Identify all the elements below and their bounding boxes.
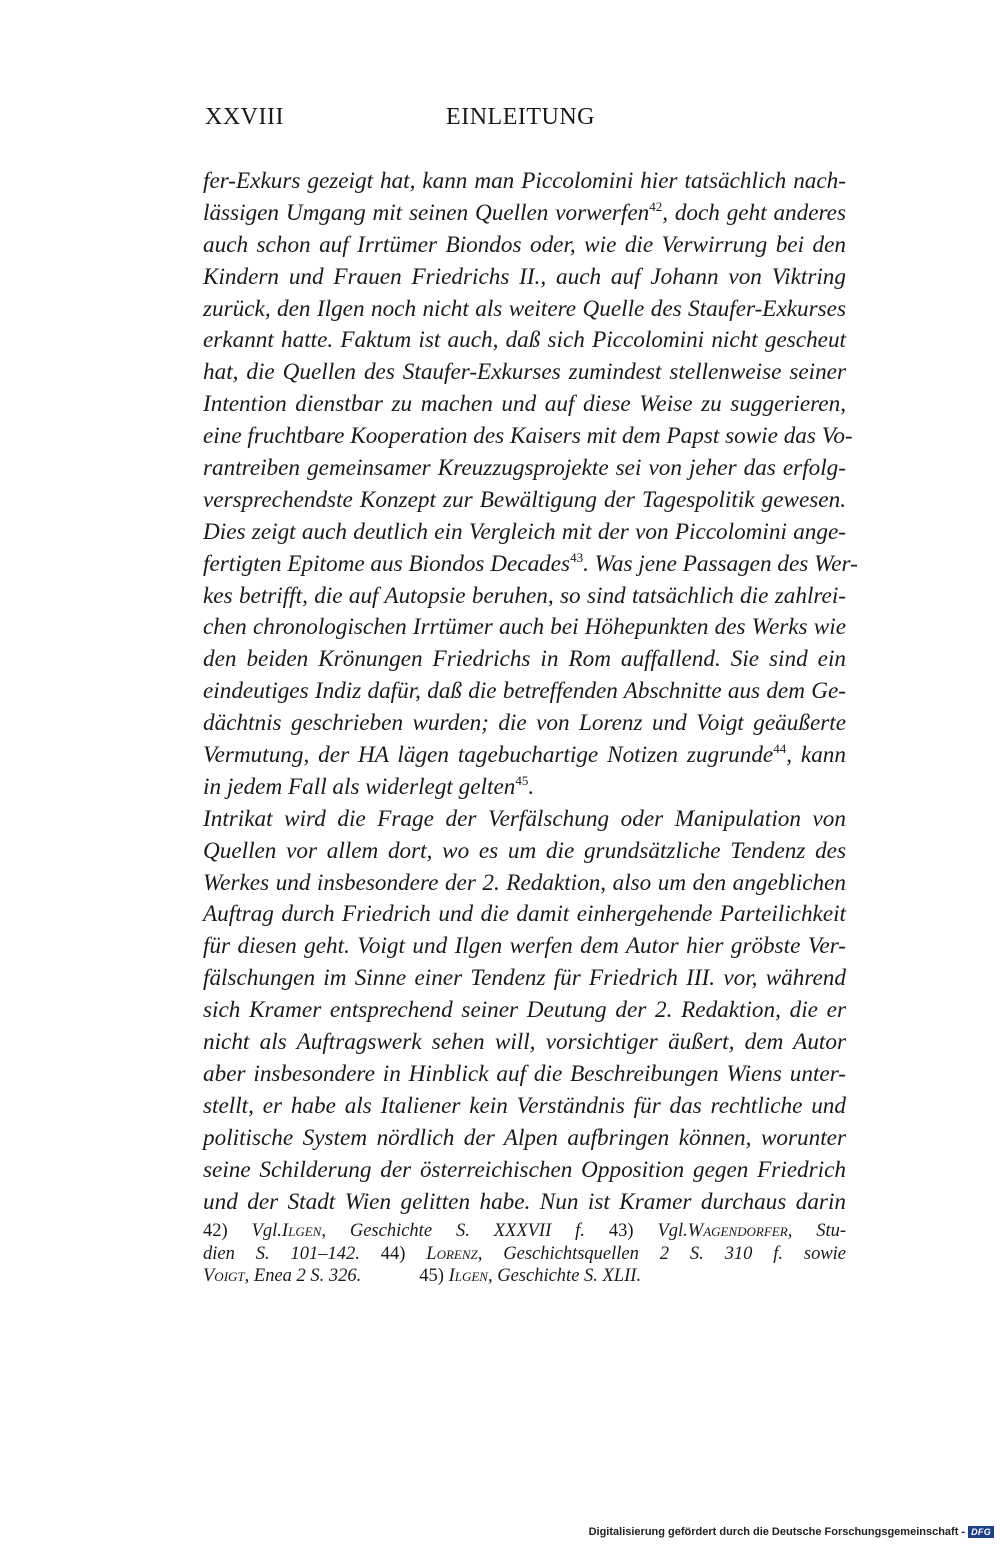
footnote-43-author: Wagendorfer	[687, 1221, 788, 1241]
footnote-ref-45[interactable]: 45	[515, 772, 529, 788]
footnote-45-number: 45)	[419, 1266, 444, 1286]
text-line: chen chronologischen Irrtümer auch bei Höhepunkten des Werks wie	[203, 614, 846, 641]
text-line: versprechendste Konzept zur Bewältigung der Tagespolitik gewesen.	[203, 486, 846, 513]
funding-notice	[589, 1526, 994, 1538]
footnote-43-reference-cont: dien S. 101–142.	[203, 1243, 360, 1264]
text-line: Werkes und insbesondere der 2. Redaktion, also um den angeblichen	[203, 869, 846, 896]
text-line: Vermutung, der HA lägen tagebuchartige Notizen zugrunde$^{44}$, kann	[203, 741, 846, 769]
text-line: fertigten Epitome aus Biondos Decades$^{43}$. Was jene Passagen des Wer-	[203, 549, 858, 577]
footnote-43-vgl: Vgl.	[657, 1221, 688, 1241]
footnote-ref-42[interactable]: 42	[649, 198, 663, 214]
text-line: in jedem Fall als widerlegt gelten$^{45}$.	[203, 772, 535, 800]
text-line: den beiden Krönungen Friedrichs in Rom auffallend. Sie sind ein	[203, 646, 846, 673]
text-line: sich Kramer entsprechend seiner Deutung der 2. Redaktion, die er	[203, 997, 846, 1024]
footnote-44-author: Lorenz	[426, 1243, 478, 1264]
running-title: EINLEITUNG	[446, 104, 595, 130]
footnote-45-reference: , Geschichte S. XLII.	[487, 1266, 642, 1286]
footnote-45-author: Ilgen	[448, 1266, 488, 1286]
footnote-44-number: 44)	[380, 1243, 406, 1264]
text-line: Kindern und Frauen Friedrichs II., auch auf Johann von Viktring	[203, 263, 846, 290]
text-line: kes betrifft, die auf Autopsie beruhen, so sind tatsächlich die zahlrei-	[203, 582, 846, 609]
text-line: rantreiben gemeinsamer Kreuzzugsprojekte sei von jeher das erfolg-	[203, 455, 846, 482]
footnote-ref-43[interactable]: 43	[570, 549, 584, 565]
text-line: stellt, er habe als Italiener kein Verständnis für das rechtliche und	[203, 1092, 846, 1119]
text-line: Intrikat wird die Frage der Verfälschung oder Manipulation von	[203, 805, 846, 832]
footnote-44-reference-2: , Enea 2 S. 326.	[244, 1266, 362, 1286]
dfg-logo-icon: DFG	[968, 1526, 994, 1538]
text-line: lässigen Umgang mit seinen Quellen vorwerfen$^{42}$, doch geht anderes	[203, 198, 846, 226]
text-line: fälschungen im Sinne einer Tendenz für Friedrich III. vor, während	[203, 965, 846, 992]
footnote-44-reference: , Geschichtsquellen 2 S. 310 f. sowie	[477, 1243, 847, 1264]
footnote-line	[203, 1220, 846, 1243]
text-line: für diesen geht. Voigt und Ilgen werfen dem Autor hier gröbste Ver-	[203, 933, 846, 960]
footnote-42-vgl: Vgl.	[251, 1221, 282, 1241]
text-line: nicht als Auftragswerk sehen will, vorsichtiger äußert, dem Autor	[203, 1029, 846, 1056]
body-text	[203, 166, 858, 1218]
footnote-44-author-2: Voigt	[203, 1266, 245, 1286]
footnote-42-number: 42)	[203, 1221, 228, 1241]
text-line: zurück, den Ilgen noch nicht als weitere Quelle des Staufer-Exkurses	[203, 295, 846, 322]
text-line: Auftrag durch Friedrich und die damit einhergehende Parteilichkeit	[203, 901, 846, 928]
footnotes	[203, 1220, 846, 1288]
footnote-line	[203, 1243, 846, 1266]
text-line: eine fruchtbare Kooperation des Kaisers mit dem Papst sowie das Vo-	[203, 423, 853, 450]
text-line: eindeutiges Indiz dafür, daß die betreffenden Abschnitte aus dem Ge-	[203, 678, 846, 705]
text-line: fer-Exkurs gezeigt hat, kann man Piccolomini hier tatsächlich nach-	[203, 168, 846, 194]
funding-text: Digitalisierung gefördert durch die Deutsche Forschungsgemeinschaft -	[588, 1526, 966, 1538]
text-line: dächtnis geschrieben wurden; die von Lorenz und Voigt geäußerte	[203, 710, 846, 737]
footnote-ref-44[interactable]: 44	[773, 741, 787, 757]
text-line: erkannt hatte. Faktum ist auch, daß sich Piccolomini nicht gescheut	[203, 327, 846, 354]
footnote-43-reference: , Stu-	[787, 1221, 847, 1241]
text-line: Intention dienstbar zu machen und auf diese Weise zu suggerieren,	[203, 391, 846, 418]
text-line: seine Schilderung der österreichischen Opposition gegen Friedrich	[203, 1156, 846, 1183]
text-line: hat, die Quellen des Staufer-Exkurses zumindest stellenweise seiner	[203, 359, 846, 386]
text-line: Quellen vor allem dort, wo es um die grundsätzliche Tendenz des	[203, 837, 846, 864]
page-number: XXVIII	[205, 104, 284, 130]
text-line: Dies zeigt auch deutlich ein Vergleich mit der von Piccolomini ange-	[203, 518, 846, 545]
footnote-42-reference: , Geschichte S. XXXVII f.	[321, 1221, 585, 1241]
footnote-43-number: 43)	[608, 1221, 634, 1241]
text-line: und der Stadt Wien gelitten habe. Nun ist Kramer durchaus darin	[203, 1188, 846, 1215]
text-line: politische System nördlich der Alpen aufbringen können, worunter	[203, 1124, 846, 1151]
page-header	[205, 104, 595, 138]
footnote-line	[203, 1265, 846, 1288]
footnote-42-author: Ilgen	[281, 1221, 322, 1241]
text-line: aber insbesondere in Hinblick auf die Beschreibungen Wiens unter-	[203, 1060, 846, 1087]
text-line: auch schon auf Irrtümer Biondos oder, wie die Verwirrung bei den	[203, 231, 846, 258]
